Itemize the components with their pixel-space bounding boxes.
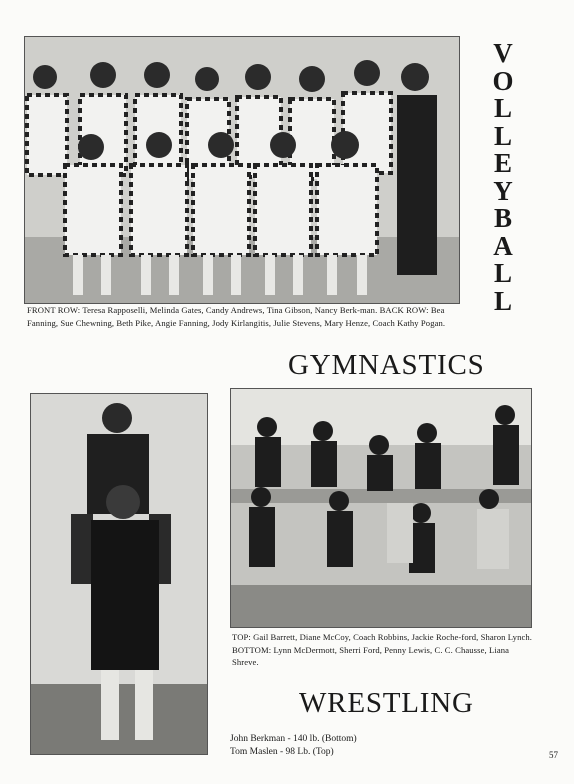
volleyball-team-photo [24,36,460,304]
wrestling-photo [30,393,208,755]
wrestling-caption [230,733,357,759]
gymnastics-photo-illustration [231,389,531,627]
volleyball-caption: FRONT ROW: Teresa Rapposelli, Melinda Gates, Candy Andrews, Tina Gibson, Nancy Berk-man. BACK ROW: Bea Fanning, Sue Chewning, Beth Pike, Angie Fanning, Jody Kirlangitis, Julie Stevens, Mary Henze, Coach Kathy Pogan. [27,305,446,328]
wrestling-caption-line-top: Tom Maslen - 98 Lb. (Top) [230,747,334,757]
volleyball-title: VOLLEYBALL [492,38,514,316]
wrestling-photo-illustration [31,394,207,754]
gymnastics-title: GYMNASTICS [288,349,485,381]
wrestling-caption-line-bottom: John Berkman - 140 lb. (Bottom) [230,734,357,744]
wrestling-title: WRESTLING [299,687,474,719]
volleyball-photo-illustration [25,37,459,303]
page-number: 57 [549,750,558,760]
gymnastics-team-photo [230,388,532,628]
gymnastics-caption: TOP: Gail Barrett, Diane McCoy, Coach Robbins, Jackie Roche-ford, Sharon Lynch. BOTTOM: Lynn McDermott, Sherri Ford, Penny Lewis, C. C. Chausse, Liana Shreve. [232,632,533,667]
